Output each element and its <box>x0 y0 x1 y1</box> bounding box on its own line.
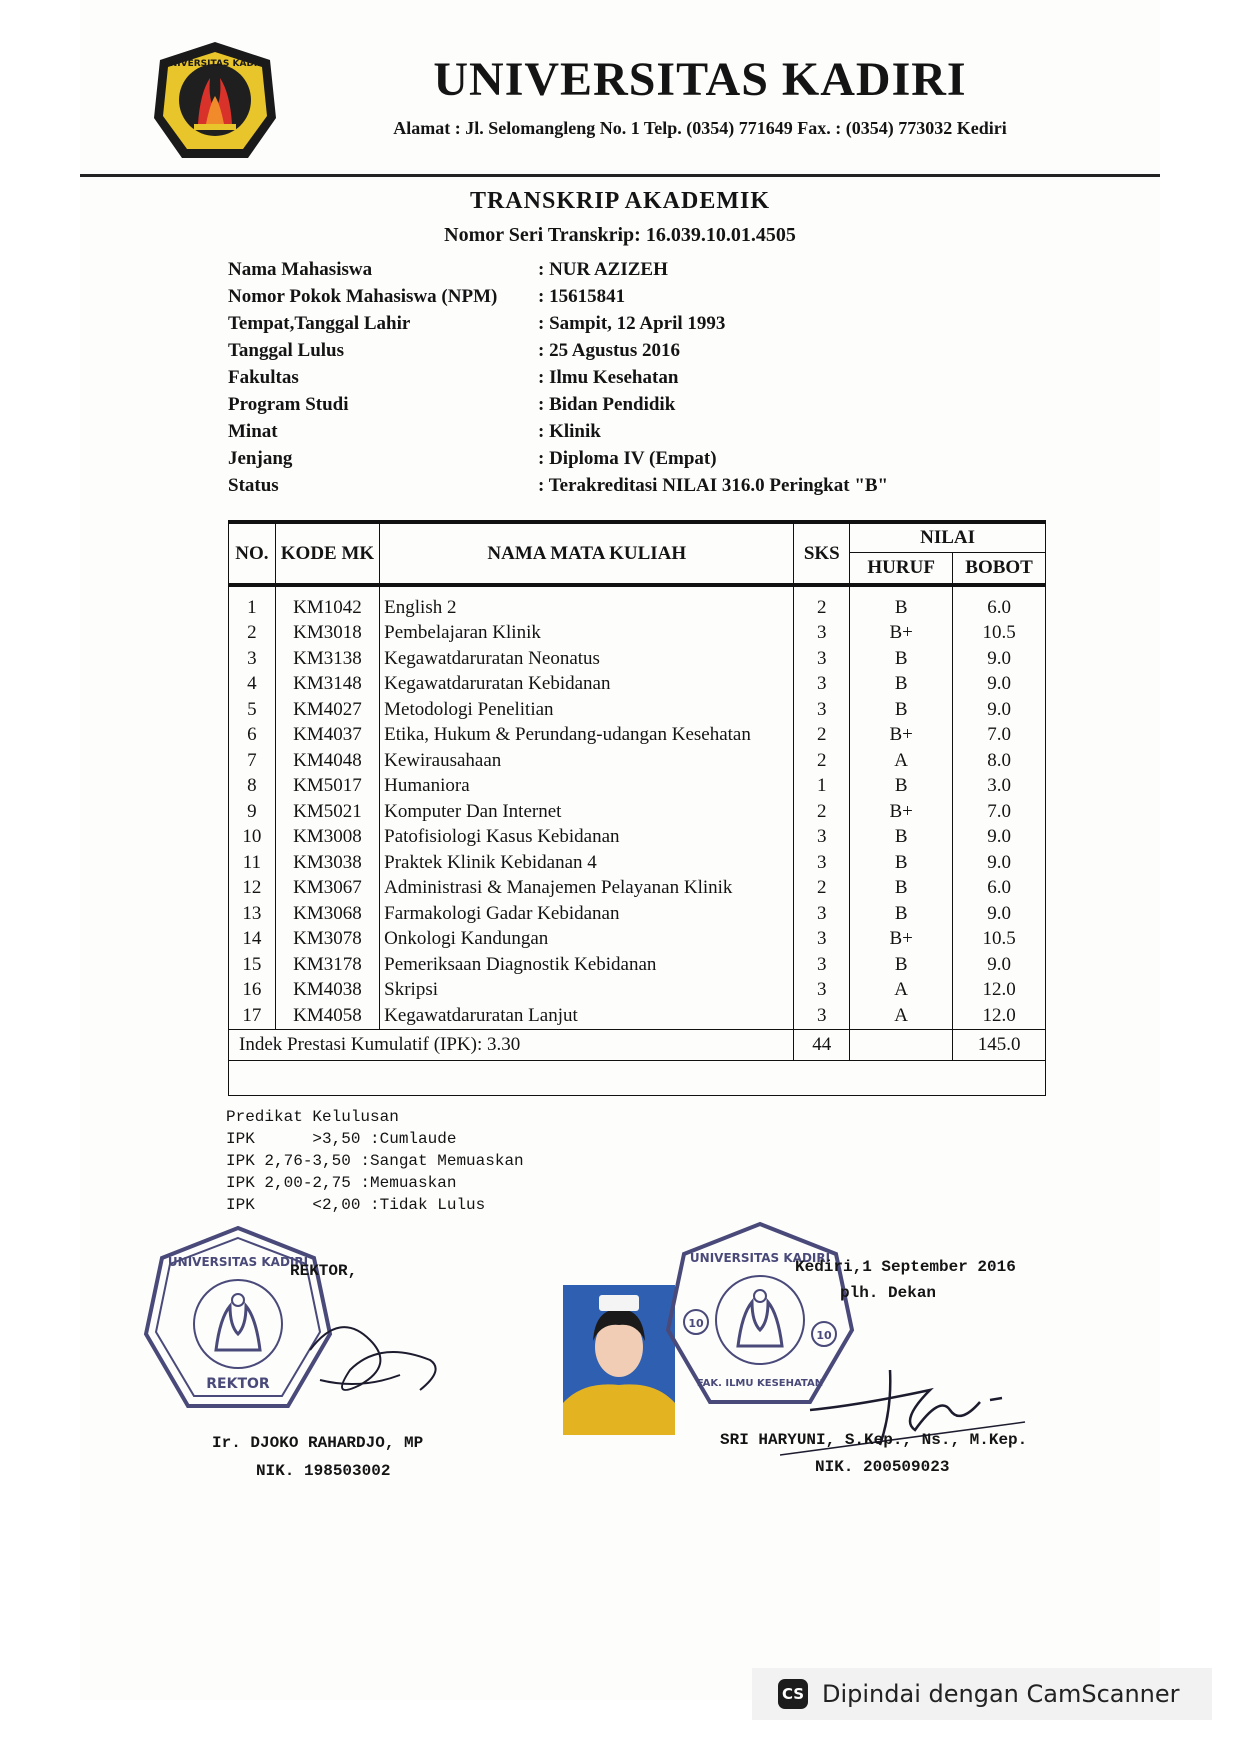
rector-signature <box>300 1290 450 1410</box>
row-no: 12 <box>229 876 276 902</box>
table-row <box>229 774 1046 800</box>
header-nama: NAMA MATA KULIAH <box>380 522 794 585</box>
row-bobot: 9.0 <box>953 672 1046 698</box>
row-nama: English 2 <box>380 585 794 621</box>
table-row <box>229 927 1046 953</box>
info-label: Minat <box>228 420 278 442</box>
info-row-graduation <box>228 337 1028 364</box>
row-bobot: 10.5 <box>953 927 1046 953</box>
info-value: : Klinik <box>538 420 601 442</box>
table-row <box>229 646 1046 672</box>
row-nama: Komputer Dan Internet <box>380 799 794 825</box>
row-bobot: 6.0 <box>953 876 1046 902</box>
row-sks: 2 <box>794 585 850 621</box>
row-sks: 2 <box>794 723 850 749</box>
table-row <box>229 621 1046 647</box>
header-huruf: HURUF <box>850 553 953 586</box>
info-value: : Bidan Pendidik <box>538 393 676 415</box>
row-huruf: B <box>850 774 953 800</box>
row-sks: 3 <box>794 850 850 876</box>
row-no: 9 <box>229 799 276 825</box>
row-nama: Administrasi & Manajemen Pelayanan Klinik <box>380 876 794 902</box>
table-row <box>229 1003 1046 1029</box>
row-no: 16 <box>229 978 276 1004</box>
header-sks: SKS <box>794 522 850 585</box>
row-huruf: A <box>850 978 953 1004</box>
row-no: 17 <box>229 1003 276 1029</box>
row-kode: KM4058 <box>275 1003 379 1029</box>
row-bobot: 9.0 <box>953 952 1046 978</box>
row-kode: KM3078 <box>275 927 379 953</box>
row-kode: KM3067 <box>275 876 379 902</box>
row-kode: KM4038 <box>275 978 379 1004</box>
row-no: 6 <box>229 723 276 749</box>
total-bobot: 145.0 <box>953 1029 1046 1060</box>
info-value: : Diploma IV (Empat) <box>538 447 717 469</box>
table-row <box>229 876 1046 902</box>
row-sks: 3 <box>794 621 850 647</box>
ipk-label: Indek Prestasi Kumulatif (IPK): 3.30 <box>229 1029 794 1060</box>
university-logo <box>150 38 280 168</box>
row-huruf: B+ <box>850 927 953 953</box>
university-address: Alamat : Jl. Selomangleng No. 1 Telp. (0354) 771649 Fax. : (0354) 773032 Kediri <box>393 118 1007 138</box>
row-kode: KM5021 <box>275 799 379 825</box>
row-huruf: B+ <box>850 799 953 825</box>
row-kode: KM1042 <box>275 585 379 621</box>
row-bobot: 9.0 <box>953 646 1046 672</box>
row-sks: 3 <box>794 952 850 978</box>
rector-nik: NIK. 198503002 <box>256 1462 391 1480</box>
table-row <box>229 697 1046 723</box>
row-no: 4 <box>229 672 276 698</box>
row-no: 2 <box>229 621 276 647</box>
row-huruf: B+ <box>850 723 953 749</box>
table-row <box>229 901 1046 927</box>
student-photo <box>563 1285 675 1435</box>
info-label: Fakultas <box>228 366 299 388</box>
row-huruf: B <box>850 952 953 978</box>
row-nama: Farmakologi Gadar Kebidanan <box>380 901 794 927</box>
table-row <box>229 952 1046 978</box>
row-kode: KM3008 <box>275 825 379 851</box>
row-sks: 3 <box>794 978 850 1004</box>
svg-text:10: 10 <box>816 1329 832 1342</box>
row-kode: KM3018 <box>275 621 379 647</box>
row-no: 3 <box>229 646 276 672</box>
blank-row <box>229 1060 1046 1095</box>
info-row-npm <box>228 283 1028 310</box>
university-name: UNIVERSITAS KADIRI <box>433 53 967 106</box>
info-row-name <box>228 256 1028 283</box>
row-nama: Humaniora <box>380 774 794 800</box>
row-kode: KM4048 <box>275 748 379 774</box>
row-kode: KM3178 <box>275 952 379 978</box>
info-row-jenjang <box>228 445 1028 472</box>
dean-title: plh. Dekan <box>840 1284 937 1302</box>
total-huruf <box>850 1029 953 1060</box>
svg-text:REKTOR: REKTOR <box>206 1376 270 1392</box>
row-no: 7 <box>229 748 276 774</box>
row-nama: Pemeriksaan Diagnostik Kebidanan <box>380 952 794 978</box>
sign-place-date: Kediri,1 September 2016 <box>795 1258 1016 1276</box>
row-huruf: B <box>850 825 953 851</box>
rector-title: REKTOR, <box>290 1262 358 1280</box>
row-nama: Etika, Hukum & Perundang-udangan Kesehatan <box>380 723 794 749</box>
document-title: TRANSKRIP AKADEMIK <box>469 188 771 214</box>
row-kode: KM3068 <box>275 901 379 927</box>
row-huruf: A <box>850 1003 953 1029</box>
row-no: 15 <box>229 952 276 978</box>
svg-text:UNIVERSITAS KADIRI: UNIVERSITAS KADIRI <box>162 59 268 69</box>
table-row <box>229 723 1046 749</box>
total-sks: 44 <box>794 1029 850 1060</box>
row-kode: KM4037 <box>275 723 379 749</box>
row-huruf: B <box>850 850 953 876</box>
predicate-title: Predikat Kelulusan <box>226 1108 399 1126</box>
row-bobot: 3.0 <box>953 774 1046 800</box>
table-row <box>229 585 1046 621</box>
table-row <box>229 850 1046 876</box>
table-row <box>229 748 1046 774</box>
row-bobot: 9.0 <box>953 850 1046 876</box>
row-sks: 2 <box>794 876 850 902</box>
row-no: 10 <box>229 825 276 851</box>
info-label: Program Studi <box>228 393 349 415</box>
header-bobot: BOBOT <box>953 553 1046 586</box>
row-nama: Kegawatdaruratan Kebidanan <box>380 672 794 698</box>
info-label: Nama Mahasiswa <box>228 258 373 280</box>
row-sks: 3 <box>794 697 850 723</box>
row-bobot: 9.0 <box>953 697 1046 723</box>
row-bobot: 9.0 <box>953 825 1046 851</box>
info-value: : Terakreditasi NILAI 316.0 Peringkat "B" <box>538 474 889 496</box>
info-row-minat <box>228 418 1028 445</box>
grades-table-body <box>229 585 1046 1029</box>
grades-table-footer <box>229 1029 1046 1095</box>
total-row <box>229 1029 1046 1060</box>
camscanner-badge <box>752 1668 1212 1720</box>
predicate-line: IPK <2,00 :Tidak Lulus <box>226 1196 486 1214</box>
row-kode: KM3038 <box>275 850 379 876</box>
row-nama: Kegawatdaruratan Lanjut <box>380 1003 794 1029</box>
table-row <box>229 978 1046 1004</box>
row-huruf: B <box>850 901 953 927</box>
row-huruf: B <box>850 646 953 672</box>
info-row-program <box>228 391 1028 418</box>
info-value: : 15615841 <box>538 285 626 307</box>
row-kode: KM4027 <box>275 697 379 723</box>
info-label: Nomor Pokok Mahasiswa (NPM) <box>228 285 498 307</box>
row-sks: 3 <box>794 646 850 672</box>
row-nama: Kegawatdaruratan Neonatus <box>380 646 794 672</box>
row-sks: 3 <box>794 825 850 851</box>
info-label: Status <box>228 474 279 496</box>
row-huruf: B <box>850 672 953 698</box>
camscanner-icon: CS <box>778 1679 808 1709</box>
header-nilai: NILAI <box>850 522 1046 553</box>
row-sks: 3 <box>794 672 850 698</box>
row-kode: KM3148 <box>275 672 379 698</box>
header-no: NO. <box>229 522 276 585</box>
dean-name: SRI HARYUNI, S.Kep., Ns., M.Kep. <box>720 1431 1028 1449</box>
svg-text:10: 10 <box>688 1317 704 1330</box>
table-row <box>229 825 1046 851</box>
row-sks: 3 <box>794 901 850 927</box>
graduation-predicate <box>226 1106 524 1216</box>
document-serial: Nomor Seri Transkrip: 16.039.10.01.4505 <box>444 224 796 246</box>
row-bobot: 8.0 <box>953 748 1046 774</box>
row-huruf: B+ <box>850 621 953 647</box>
row-sks: 2 <box>794 799 850 825</box>
row-nama: Skripsi <box>380 978 794 1004</box>
info-row-faculty <box>228 364 1028 391</box>
camscanner-label: Dipindai dengan CamScanner <box>822 1680 1180 1708</box>
row-bobot: 12.0 <box>953 1003 1046 1029</box>
predicate-line: IPK >3,50 :Cumlaude <box>226 1130 457 1148</box>
row-nama: Patofisiologi Kasus Kebidanan <box>380 825 794 851</box>
header-divider <box>80 174 1160 177</box>
table-row <box>229 799 1046 825</box>
row-bobot: 7.0 <box>953 799 1046 825</box>
row-sks: 1 <box>794 774 850 800</box>
info-value: : Ilmu Kesehatan <box>538 366 679 388</box>
row-kode: KM3138 <box>275 646 379 672</box>
predicate-line: IPK 2,76-3,50 :Sangat Memuaskan <box>226 1152 524 1170</box>
row-huruf: B <box>850 697 953 723</box>
student-info <box>228 256 1028 499</box>
row-bobot: 12.0 <box>953 978 1046 1004</box>
svg-text:UNIVERSITAS KADIRI: UNIVERSITAS KADIRI <box>167 1255 309 1269</box>
row-bobot: 7.0 <box>953 723 1046 749</box>
row-nama: Kewirausahaan <box>380 748 794 774</box>
rector-name: Ir. DJOKO RAHARDJO, MP <box>212 1434 424 1452</box>
info-label: Tanggal Lulus <box>228 339 345 361</box>
svg-text:FAK. ILMU KESEHATAN: FAK. ILMU KESEHATAN <box>696 1378 824 1389</box>
blank-cell <box>229 1060 1046 1095</box>
info-value: : Sampit, 12 April 1993 <box>538 312 726 334</box>
row-nama: Onkologi Kandungan <box>380 927 794 953</box>
row-sks: 2 <box>794 748 850 774</box>
grades-table-header <box>229 522 1046 585</box>
info-label: Jenjang <box>228 447 293 469</box>
predicate-line: IPK 2,00-2,75 :Memuaskan <box>226 1174 457 1192</box>
row-nama: Praktek Klinik Kebidanan 4 <box>380 850 794 876</box>
info-row-status <box>228 472 1028 499</box>
row-huruf: B <box>850 585 953 621</box>
svg-text:UNIVERSITAS KADIRI: UNIVERSITAS KADIRI <box>689 1251 831 1265</box>
table-row <box>229 672 1046 698</box>
info-value: : 25 Agustus 2016 <box>538 339 680 361</box>
row-bobot: 6.0 <box>953 585 1046 621</box>
row-nama: Metodologi Penelitian <box>380 697 794 723</box>
row-sks: 3 <box>794 1003 850 1029</box>
row-no: 1 <box>229 585 276 621</box>
info-label: Tempat,Tanggal Lahir <box>228 312 411 334</box>
row-no: 8 <box>229 774 276 800</box>
row-nama: Pembelajaran Klinik <box>380 621 794 647</box>
info-value: : NUR AZIZEH <box>538 258 668 280</box>
grades-table <box>228 520 1046 1096</box>
dean-nik: NIK. 200509023 <box>815 1458 950 1476</box>
row-kode: KM5017 <box>275 774 379 800</box>
row-bobot: 9.0 <box>953 901 1046 927</box>
row-no: 11 <box>229 850 276 876</box>
row-huruf: A <box>850 748 953 774</box>
row-bobot: 10.5 <box>953 621 1046 647</box>
header-kode: KODE MK <box>275 522 379 585</box>
row-no: 14 <box>229 927 276 953</box>
info-row-birth <box>228 310 1028 337</box>
row-no: 13 <box>229 901 276 927</box>
row-huruf: B <box>850 876 953 902</box>
row-no: 5 <box>229 697 276 723</box>
row-sks: 3 <box>794 927 850 953</box>
